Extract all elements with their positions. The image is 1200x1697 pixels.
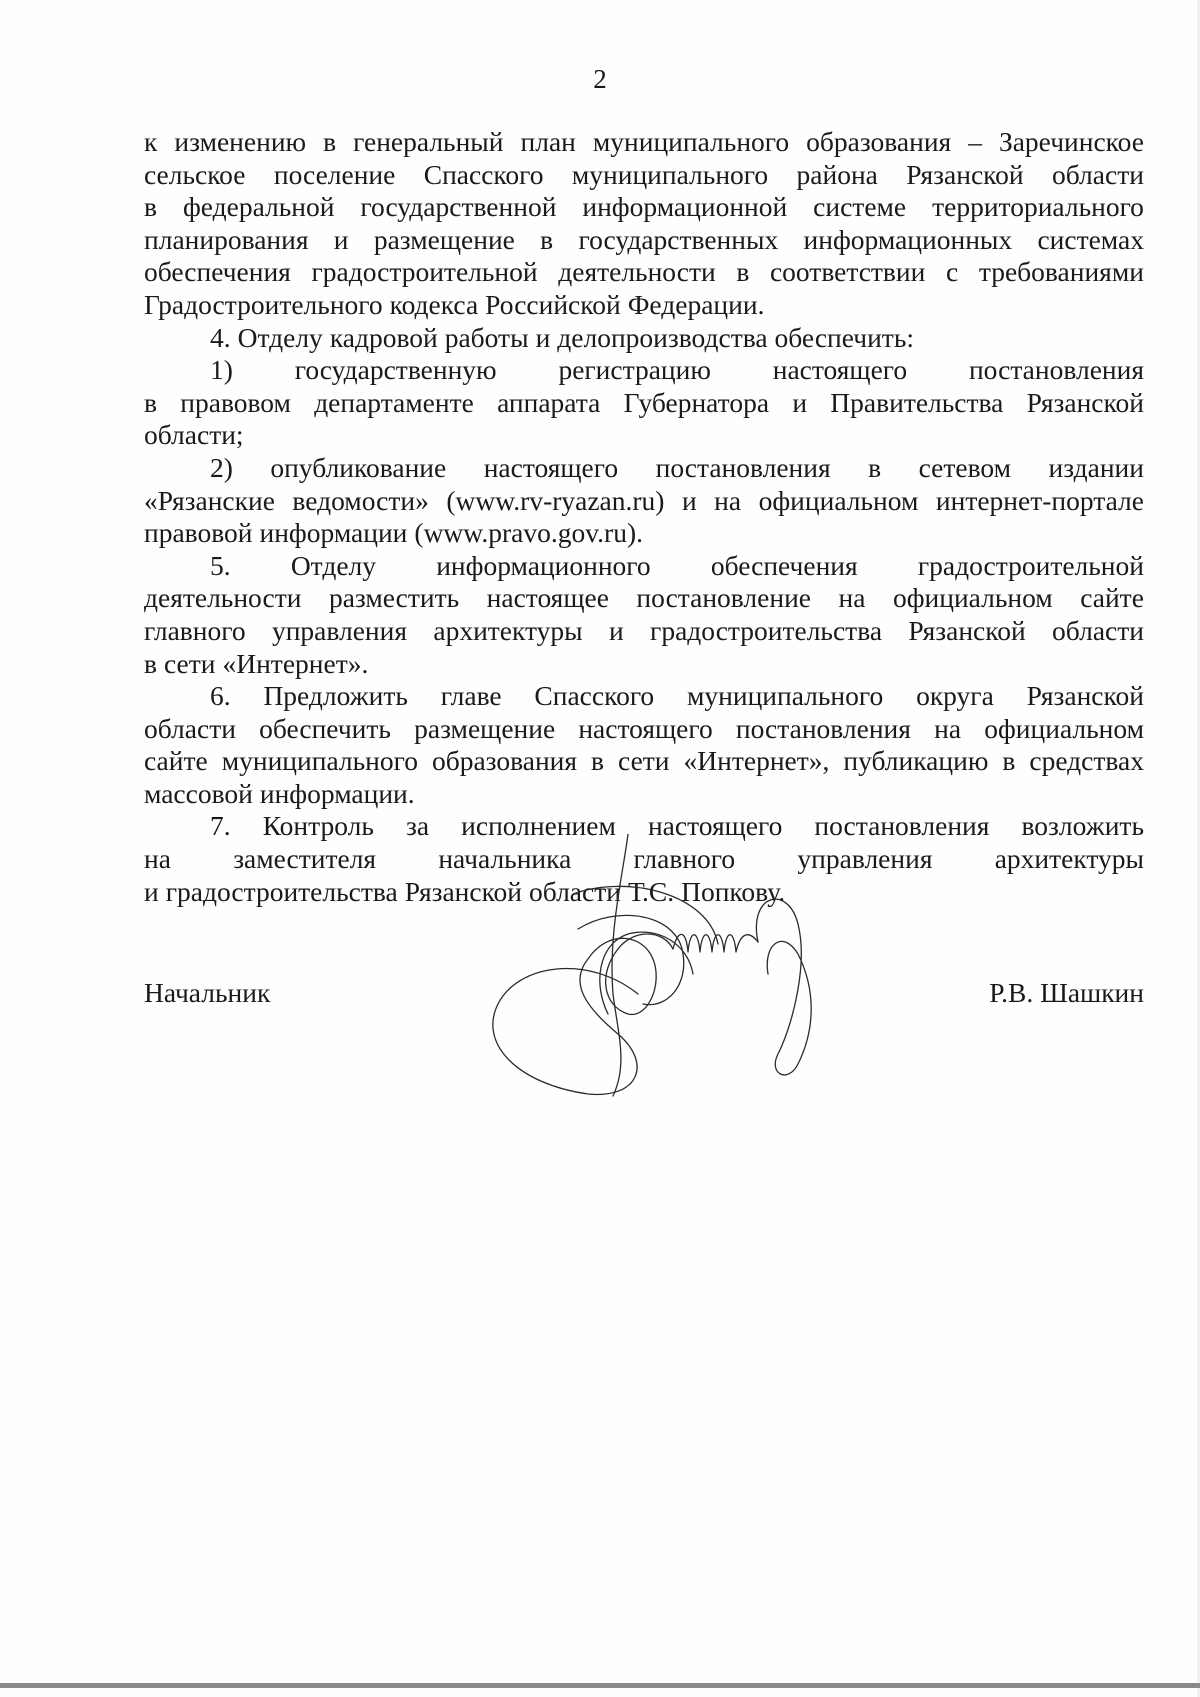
- text-line: 2) опубликование настоящего постановления в сетевом издании: [210, 451, 1144, 483]
- text-line: 5. Отделу информационного обеспечения градостроительной: [210, 549, 1144, 581]
- text-line: на заместителя начальника главного управления архитектуры: [144, 843, 1144, 875]
- text-line: Градостроительного кодекса Российской Федерации.: [144, 288, 765, 320]
- text-line: 7. Контроль за исполнением настоящего постановления возложить: [210, 810, 1144, 842]
- text-line: в федеральной государственной информационной системе территориального: [144, 191, 1144, 223]
- text-line: области;: [144, 419, 244, 451]
- text-line: в сети «Интернет».: [144, 647, 369, 679]
- text-line: сельское поселение Спасского муниципального района Рязанской области: [144, 158, 1144, 190]
- paragraph: [144, 680, 1144, 810]
- text-line: 1) государственную регистрацию настоящего постановления: [210, 354, 1144, 386]
- paragraph: [144, 354, 1144, 452]
- signatory-role: Начальник: [144, 977, 271, 1008]
- page-number: 2: [593, 64, 607, 94]
- text-line: к изменению в генеральный план муниципального образования – Заречинское: [144, 126, 1144, 157]
- text-line: в правовом департаменте аппарата Губернатора и Правительства Рязанской: [144, 386, 1144, 418]
- text-line: планирования и размещение в государственных информационных системах: [144, 223, 1144, 255]
- text-line: 6. Предложить главе Спасского муниципального округа Рязанской: [210, 680, 1144, 712]
- text-line: правовой информации (www.pravo.gov.ru).: [144, 517, 643, 549]
- document-body: [144, 126, 1144, 908]
- text-line: «Рязанские ведомости» (www.rv-ryazan.ru) и на официальном интернет-портале: [144, 484, 1144, 516]
- text-line: обеспечения градостроительной деятельности в соответствии с требованиями: [144, 256, 1144, 288]
- text-line: сайте муниципального образования в сети «Интернет», публикацию в средствах: [144, 745, 1144, 777]
- paragraph: [144, 452, 1144, 550]
- paragraph: [144, 322, 1144, 355]
- text-line: и градостроительства Рязанской области Т.С. Попкову.: [144, 875, 786, 907]
- text-line: главного управления архитектуры и градостроительства Рязанской области: [144, 614, 1144, 646]
- signatory-name: Р.В. Шашкин: [989, 977, 1144, 1008]
- text-line: 4. Отделу кадровой работы и делопроизводства обеспечить:: [210, 321, 915, 353]
- signature-block: [144, 977, 1144, 1009]
- paragraph: [144, 550, 1144, 680]
- text-line: деятельности разместить настоящее постановление на официальном сайте: [144, 582, 1144, 614]
- text-line: массовой информации.: [144, 777, 415, 809]
- scan-bottom-border: [0, 1683, 1200, 1688]
- paragraph: [144, 126, 1144, 322]
- text-line: области обеспечить размещение настоящего постановления на официальном: [144, 712, 1144, 744]
- handwritten-signature: [478, 834, 858, 1104]
